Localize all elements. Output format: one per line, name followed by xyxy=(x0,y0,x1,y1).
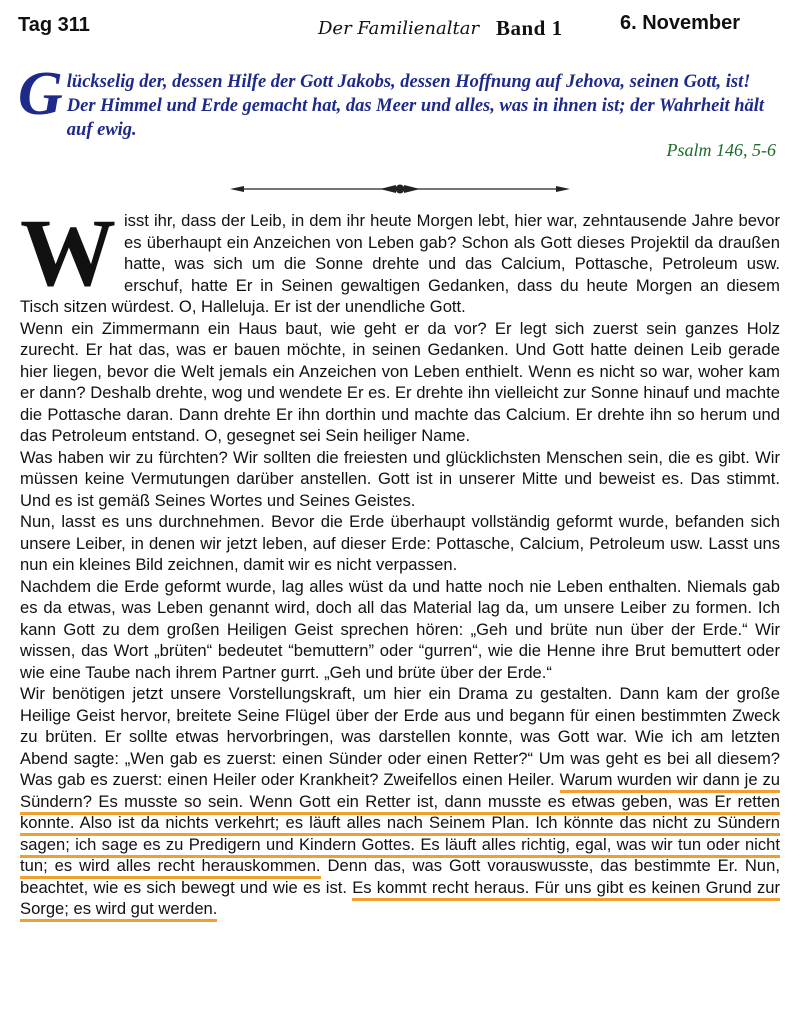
highlighted-text: Warum wurden wir dann je zu Sündern? Es musste so sein. Wenn Gott ein Retter ist, dann musste es etwas geben, was Er retten konnte. Also ist da nichts verkehrt; es läuft alles nach Seinem Plan. Ich könnte das nicht zu Sündern sagen; ich sage es zu Predigern und Kindern Gottes. Es läuft alles richtig, egal, was wir tun oder nicht tun; es wird alles recht herauskommen. xyxy=(20,770,780,879)
verse-text xyxy=(18,60,782,142)
paragraph: Nun, lasst es uns durchnehmen. Bevor die Erde überhaupt vollständig geformt wurde, befanden sich unsere Leiber, in denen wir jetzt leben, auf dieser Erde: Pottasche, Calcium, Petroleum usw. Lasst uns nun ein kleines Bild zeichnen, damit wir es nicht verpassen. xyxy=(20,512,780,574)
verse-initial: G xyxy=(18,60,63,128)
devotional-text xyxy=(20,199,780,920)
paragraph: Wenn ein Zimmermann ein Haus baut, wie geht er da vor? Er legt sich zuerst sein ganzes Holz zurecht. Er hat das, was er bauen möchte, in seinen Gedanken. Und Gott hatte deinen Leib gerade hier liegen, bevor die Welt jemals ein Anzeichen von Leben enthielt. Wenn es nicht so war, woher kam er dann? Deshalb drehte, wog und wendete Er es. Er drehte ihn vielleicht zur Sonne hinauf und machte die Pottasche daran. Dann drehte Er ihn dorthin und machte das Calcium. Er drehte ihn so herum und das Petroleum entstand. O, gesegnet sei Sein heiliger Name. xyxy=(20,318,780,445)
dropcap-letter: W xyxy=(20,199,116,306)
paragraph-text: isst ihr, dass der Leib, in dem ihr heute Morgen lebt, hier war, zehntausende Jahre bevor es überhaupt ein Anzeichen von Leben gab? Schon als Gott dieses Projektil da draußen hatte, was sich um die Sonne drehte und das Calcium, Pottasche, Petroleum usw. erschuf, hatte Er in Seinen gewaltigen Gedanken, dass du heute Morgen an diesem Tisch sitzen würdest. O, Halleluja. Er ist der unendliche Gott. xyxy=(20,211,780,316)
paragraph-text: Denn das, was Gott vorauswusste, das bestimmte Er. Nun, beachtet, wie es sich bewegt und wie es ist. xyxy=(20,856,780,897)
paragraph xyxy=(20,199,780,318)
paragraph: Was haben wir zu fürchten? Wir sollten die freiesten und glücklichsten Menschen sein, die es gibt. Wir müssen keine Vermutungen darüber anstellen. Gott ist in unserer Mitte und beweist es. Das stimmt. Und es ist gemäß Seines Wortes und Seines Geistes. xyxy=(20,447,780,510)
day-number: Tag 311 xyxy=(18,14,90,36)
paragraph xyxy=(20,683,780,920)
scripture-verse xyxy=(18,60,782,160)
volume-label: Band 1 xyxy=(496,16,563,40)
paragraph-text: Wir benötigen jetzt unsere Vorstellungskraft, um hier ein Drama zu gestalten. Dann kam der große Heilige Geist hervor, breitete Seine Flügel über der Erde aus und begann für einen bestimmten Zweck zu brüten. Er sollte etwas hervorbringen, was darstellen konnte, was Gott war. Wie ich am letzten Abend sagte: „Wen gab es zuerst: einen Sünder oder einen Retter?“ Um was geht es bei all diesem? Was gab es zuerst: einen Heiler oder Krankheit? Zweifellos einen Heiler. xyxy=(20,684,780,789)
verse-reference: Psalm 146, 5-6 xyxy=(666,140,776,160)
paragraph: Nachdem die Erde geformt wurde, lag alles wüst da und hatte noch nie Leben enthalten. Niemals gab es da etwas, was Leben genannt wird, doch all das Material lag da, um unsere Leiber zu formen. Ich kann Gott zu dem großen Heiligen Geist sprechen hören: „Geh und brüte nun über der Erde.“ Wir wissen, das Wort „brüten“ bedeutet “bemuttern” oder “gurren“, wie die Henne ihre Brut bemuttert oder wie eine Taube nach ihrem Partner gurrt. „Geh und brüte über der Erde.“ xyxy=(20,576,780,682)
book-title: Der Familienaltar xyxy=(318,18,480,39)
ornament-divider xyxy=(230,182,570,196)
highlighted-text: Es kommt recht heraus. Für uns gibt es keinen Grund zur Sorge; es wird gut werden. xyxy=(20,878,780,923)
date-label: 6. November xyxy=(620,12,741,34)
verse-body: lückselig der, dessen Hilfe der Gott Jakobs, dessen Hoffnung auf Jehova, seinen Gott, ist! Der Himmel und Erde gemacht hat, das Meer und alles, was in ihnen ist; der Wahrheit hält auf ewig. xyxy=(66,72,765,140)
page-header xyxy=(0,0,800,50)
